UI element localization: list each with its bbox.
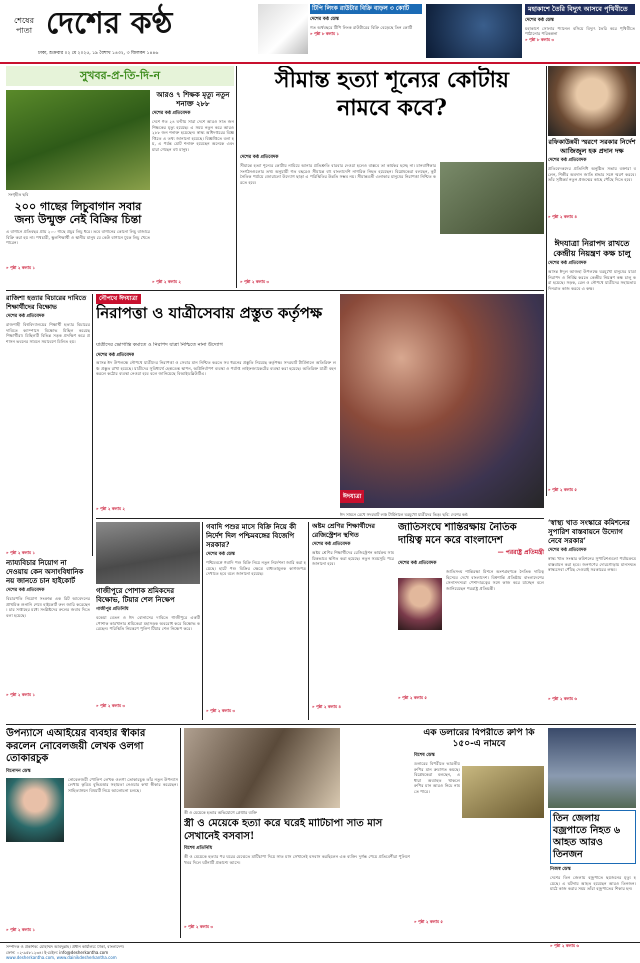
byline: দেশের কণ্ঠ প্রতিবেদক [312, 542, 351, 547]
eid-headline: নিরাপত্তা ও যাত্রীসেবায় প্রস্তুত কর্তৃপক্ষ [96, 304, 323, 322]
continued: » পৃষ্ঠা ৮ কলাম ১ [310, 30, 339, 36]
byline: দেশের কণ্ঠ ডেস্ক [206, 552, 235, 557]
story-text: বিচারপতি নিয়োগ সংক্রান্ত এক রিট আবেদনের প্রাথমিক শুনানি শেষে হাইকোর্ট রুল জারি করেছেন। চার সপ্তাহের মধ্যে সংশ্লিষ্টদের রুলের জবাব দিতে বলা হয়েছে। [6, 596, 90, 618]
continued: » পৃষ্ঠা ৮ কলাম ৩ [525, 36, 554, 42]
logo: দেশের কণ্ঠ [46, 6, 173, 41]
byline: দেশের কণ্ঠ প্রতিবেদক [6, 588, 45, 593]
continued: » পৃষ্ঠা ২ কলাম ১ [6, 926, 35, 932]
photo-caption: সংগৃহীত ছবি [8, 192, 29, 197]
teaser-router-title: টিপি লিংক রাউটার বিক্রি বাড়ল ৩ কোটি [310, 4, 422, 14]
col-rule [546, 66, 547, 496]
murder-story [184, 818, 410, 938]
section-rule [6, 290, 544, 291]
story-text: জাতিসংঘ শান্তিরক্ষা মিশনে অংশগ্রহণকে নৈতিক দায়িত্ব হিসেবে দেখে বাংলাদেশ। বিশ্বশান্তি প্রতিষ্ঠায় বাংলাদেশের সেনাসদস্যরা পেশাদারত্বের সঙ্গে কাজ করে যাচ্ছেন বলে জানিয়েছেন পররাষ্ট্র প্রতিমন্ত্রী। [446, 569, 544, 591]
students-story [312, 522, 394, 720]
headline: গাজীপুরে পোশাক শ্রমিকদের বিক্ষোভ, টিয়ার শেল নিক্ষেপ [96, 586, 175, 604]
continued: » পৃষ্ঠা ২ কলাম ৪ [548, 214, 577, 219]
headline: তিন জেলায় বজ্রপাতে নিহত ৬ আহত আরও তিনজন [550, 810, 636, 864]
teacher-story [152, 90, 234, 286]
continued: » পৃষ্ঠা ২ কলাম ১ [6, 550, 35, 555]
byline: দেশের কণ্ঠ প্রতিবেদক [96, 353, 135, 358]
headline: এক ডলারের বিপরীতে রুপি কি ১৫০-এ নামবে [423, 728, 535, 749]
eid-control-room-story [548, 238, 636, 496]
headline: ন্যায্যবিচার নিয়োগ না দেওয়ায় কেন অসাংবিধানিক নয় জানতে চান হাইকোর্ট [6, 558, 84, 585]
factory-photo [96, 522, 200, 584]
photo-caption: ঈদ সামনে রেখে সদরঘাট লঞ্চ টার্মিনালে ঘরমুখো যাত্রীদের ভিড়। ছবি: দেশের কণ্ঠ [340, 512, 468, 517]
story-text: আসন্ন ঈদ উপলক্ষে নৌপথে যাত্রীদের নিরাপত্তা ও সেবার মান নিশ্চিত করতে সব ধরনের প্রস্তুতি নিয়েছে কর্তৃপক্ষ। সদরঘাট টার্মিনালে অতিরিক্ত লঞ্চ প্রস্তুত রাখা হয়েছে। যাত্রীদের সুবিধার্থে হেল্পডেস্ক স্থাপন, অগ্নিনির্বাপণ ব্যবস্থা ও পর্যাপ্ত লাইফজ্যাকেটের ব্যবস্থা করা হয়েছে। অতিরিক্ত যাত্রী বহন করলে কঠোর ব্যবস্থা নেওয়া হবে বলে জানিয়েছে বিআইডব্লিউটিএ। [96, 360, 336, 377]
story-text: ডলারের বিপরীতে ভারতীয় রুপির মান ক্রমাগত কমছে। বিশ্লেষকেরা বলছেন, এ ধারা অব্যাহত থাকলে রুপির মান আরও নিচে নামতে পারে। [414, 761, 460, 794]
byline: দেশের কণ্ঠ প্রতিবেদক [240, 155, 279, 160]
story-text: দেশে গত ২৪ ঘণ্টায় সারা দেশে আরও সাত জন শিক্ষকের মৃত্যু হয়েছে। এ সময় নতুন করে আরও ২৮৮ জন শনাক্ত হয়েছেন। স্বাস্থ্য অধিদপ্তরের বিজ্ঞপ্তিতে এ তথ্য জানানো হয়েছে। বিজ্ঞপ্তিতে বলা হয়, এ পর্যন্ত মোট শনাক্ত হয়েছেন অনেকে এবং মারা গেছেন বহু মানুষ। [152, 119, 234, 152]
footer-imprint: সম্পাদক ও প্রকাশক: মোহাম্মদ আবদুল্লাহ। প্রধান কার্যালয়: ঢাকা, বাংলাদেশ। [6, 944, 125, 949]
byline: নিজস্ব ডেস্ক [550, 867, 571, 872]
story-text: অষ্টম শ্রেণির শিক্ষার্থীদের রেজিস্ট্রেশন কার্যক্রম সাময়িকভাবে স্থগিত করা হয়েছে। নতুন সময়সূচি পরে জানানো হবে। [312, 550, 394, 567]
byline: গাজীপুর প্রতিনিধি [96, 607, 129, 612]
subhead: যাত্রীদের ভোগান্তি কমাতে ও নিরাপদ যাত্রা নিশ্চিতে নানা উদ্যোগ [96, 342, 223, 348]
col-rule [202, 522, 203, 720]
continued: » পৃষ্ঠা ২ কলাম ৩ [206, 708, 235, 713]
author-photo [6, 778, 64, 842]
section-rule [6, 724, 636, 725]
story-text: আসন্ন ঈদুল আজহা উপলক্ষে ঘরমুখো মানুষের যাত্রা নিরাপদ ও নির্বিঘ্ন করতে কেন্দ্রীয় নিয়ন্ত্রণ কক্ষ চালু করা হয়েছে। সড়ক, রেল ও নৌপথে যাত্রীদের সহায়তায় দিনরাত কাজ করবে এ কক্ষ। [548, 269, 636, 291]
story-text: এ বাগানে প্রতিবছর প্রায় ২০০ গাছে প্রচুর লিচু ধরে। তবে বাগানের কোনো লিচু বাজারে বিক্রি করা হয় না। পথচারী, স্কুলশিক্ষার্থী ও স্থানীয় মানুষ যে কেউ বাগানে ঢুকে লিচু খেতে পারেন। [6, 229, 150, 246]
byline: দেশের কণ্ঠ ডেস্ক [310, 17, 339, 22]
router-photo [258, 4, 308, 54]
lead-text: সীমান্তে হত্যা শূন্যের কোটায় নামিয়ে আনার প্রতিশ্রুতি বারবার দেওয়া হলেও বাস্তবে তা কার্যকর হচ্ছে না। মানবাধিকার সংগঠনগুলোর তথ্য অনুযায়ী গত বছরেও সীমান্তে বহু বাংলাদেশি নাগরিক নিহত হয়েছেন। বিশ্লেষকেরা বলছেন, কূটনৈতিক পর্যায়ে জোরালো উদ্যোগ ছাড়া এ পরিস্থিতির উন্নতি সম্ভব নয়। সীমান্তবর্তী এলাকার মানুষের নিরাপত্তা নিশ্চিত করতে হবে। [240, 163, 436, 185]
kicker: নৌপথে ঈদযাত্রা [96, 294, 141, 304]
footer-contact: ফোন: ০২-৯৫৮১২৩৪। ই-মেইল: info@desherkantha.com [6, 949, 109, 955]
crime-photo [184, 728, 340, 808]
lead-story [240, 66, 544, 288]
story-text: দেশের তিন জেলায় বজ্রপাতে ছয়জনের মৃত্যু হয়েছে। এ ঘটনায় আহত হয়েছেন আরও তিনজন। মাঠে কাজ করার সময় তাঁরা বজ্রপাতের শিকার হন। [550, 875, 636, 892]
headline: রফিকাউন্নবী স্মরণে সরকার নির্দেশ আজিজুল হক প্রদান দক্ষ [548, 138, 636, 155]
masthead [6, 6, 254, 60]
health-story [548, 518, 636, 720]
lightning-story [414, 810, 636, 948]
eid-main-story [96, 294, 544, 514]
crowd-photo [340, 294, 544, 508]
headline: ঈদযাত্রা নিরাপদ রাখতে কেন্দ্রীয় নিয়ন্ত্রণ কক্ষ চালু [553, 238, 631, 258]
headline: উপন্যাসে এআইয়ের ব্যবহার স্বীকার করলেন নোবেলজয়ী লেখক ওলগা তোকারচুক [6, 728, 146, 764]
satellite-photo [426, 4, 522, 58]
rajshahi-story [6, 294, 90, 556]
border-photo [440, 162, 544, 234]
teaser-space [525, 4, 635, 60]
story-text: প্রতিবেদকদের প্রতিনিধি অনুষ্ঠিত সভায় বক্তারা বলেন, শিল্পীর অবদান জাতি শ্রদ্ধার সঙ্গে স্মরণ করবে। তাঁর সৃষ্টিকর্ম নতুন প্রজন্মের কাছে পৌঁছে দিতে হবে। [548, 166, 636, 183]
col-rule [92, 294, 93, 556]
section-label: শেষের পাতা [13, 16, 34, 35]
dateline: ঢাকা, শুক্রবার ০২ মে ২০২৫, ১৯ বৈশাখ ১৪৩২, ৩ জিলকদ ১৪৪৬ [38, 51, 159, 56]
footer-website: www.desherkantha.com, www.dainikdesherkantha.com [6, 955, 117, 960]
continued: » পৃষ্ঠা ২ কলাম ৫ [414, 919, 443, 924]
lead-headline: সীমান্ত হত্যা শূন্যের কোটায় নামবে কবে? [275, 67, 509, 121]
continued: » পৃষ্ঠা ২ কলাম ৬ [548, 696, 577, 701]
headline: আরও ৭ শিক্ষক মৃত্যু নতুন শনাক্ত ২৮৮ [156, 90, 230, 108]
story-text: বকেয়া বেতন ও ঈদ বোনাসের দাবিতে গাজীপুরে একটি পোশাক কারখানার শ্রমিকেরা মহাসড়ক অবরোধ করে বিক্ষোভ করেছেন। পরিস্থিতি নিয়ন্ত্রণে পুলিশ টিয়ার শেল নিক্ষেপ করে। [96, 615, 200, 632]
continued: » পৃষ্ঠা ২ কলাম ৩ [96, 703, 125, 708]
headline: স্ত্রী ও মেয়েকে হত্যা করে ঘরেই মাটিচাপা সাত মাস সেখানেই বসবাস! [184, 818, 383, 842]
byline: বিশেষ ডেস্ক [414, 753, 435, 758]
byline: দেশের কণ্ঠ প্রতিবেদক [6, 314, 45, 319]
lychee-story [6, 200, 150, 286]
byline: দেশের কণ্ঠ প্রতিবেদক [548, 158, 587, 163]
justice-story [6, 558, 90, 720]
byline: বিনোদন ডেস্ক [6, 768, 31, 774]
headline: ২০০ গাছের লিচুবাগান সবার জন্য উন্মুক্ত নেই বিক্রির চিন্তা [14, 200, 142, 226]
story-text: স্বাস্থ্য খাত সংস্কার কমিশনের সুপারিশগুলো পর্যায়ক্রমে বাস্তবায়ন করা হবে। জনগণের দোরগোড়ায় মানসম্মত স্বাস্থ্যসেবা পৌঁছে দেওয়াই সরকারের লক্ষ্য। [548, 556, 636, 573]
story-text: নোবেলজয়ী পোলিশ লেখক ওলগা তোকারচুক তাঁর নতুন উপন্যাস লেখায় কৃত্রিম বুদ্ধিমত্তার সহায়তা নেওয়ার কথা স্বীকার করেছেন। সাহিত্যাঙ্গনে বিষয়টি নিয়ে আলোচনা চলছে। [68, 776, 178, 793]
byline: দেশের কণ্ঠ প্রতিবেদক [398, 561, 437, 566]
cattle-story [206, 522, 306, 720]
continued: » পৃষ্ঠা ২ কলাম ৫ [398, 695, 427, 700]
footer [6, 944, 634, 962]
profile-story [548, 66, 636, 234]
continued: » পৃষ্ঠা ২ কলাম ১ [6, 692, 35, 697]
continued: » পৃষ্ঠা ২ কলাম ১ [6, 265, 35, 270]
col-rule [236, 66, 237, 288]
continued: » পৃষ্ঠা ২ কলাম ২ [152, 279, 181, 284]
footer-rule [0, 942, 640, 943]
teaser-space-text: মহাকাশে সোলার প্যানেল বসিয়ে বিদ্যুৎ তৈরি করে পৃথিবীতে পাঠানোর পরিকল্পনা [525, 25, 635, 37]
teaser-space-title: মহাকাশে তৈরি বিদ্যুৎ আসবে পৃথিবীতে [525, 4, 635, 15]
headline: ‘স্বাস্থ্য খাত সংস্কারে কমিশনের সুপারিশ বাস্তবায়নে উদ্যোগ নেবে সরকার’ [548, 518, 630, 545]
continued: » পৃষ্ঠা ২ কলাম ৩ [240, 279, 269, 284]
story-text: রাজশাহী বিশ্ববিদ্যালয়ের শিক্ষার্থী হত্যার বিচারের দাবিতে ক্যাম্পাসে বিক্ষোভ মিছিল করেছে শিক্ষার্থীরা। মিছিলটি বিভিন্ন সড়ক প্রদক্ষিণ করে প্রশাসন ভবনের সামনে সমাবেশে মিলিত হয়। [6, 322, 90, 344]
top-rule [0, 62, 640, 64]
headline: জাতিসংঘে শান্তিরক্ষায় নৈতিক দায়িত্ব মনে করে বাংলাদেশ [398, 522, 517, 546]
continued: » পৃষ্ঠা ২ কলাম ৬ [550, 943, 579, 948]
headline: রাজিশা হত্যার বিচারের দাবিতে শিক্ষার্থীদের বিক্ষোভ [6, 294, 87, 311]
headline: অষ্টম শ্রেণির শিক্ষার্থীদের রেজিস্ট্রেশন স্থগিত [312, 522, 375, 539]
col-rule [180, 728, 181, 938]
continued: » পৃষ্ঠা ২ কলাম ৩ [184, 924, 213, 929]
continued: » পৃষ্ঠা ২ কলাম ৪ [312, 704, 341, 709]
story-text: স্ত্রী ও মেয়েকে হত্যার পর ঘরের মেঝেতে মাটিচাপা দিয়ে সাত মাস সেখানেই বসবাস করছিলেন এক ব্যক্তি। দুর্গন্ধ পেয়ে প্রতিবেশীরা পুলিশে খবর দিলে ঘটনাটি প্রকাশ্যে আসে। [184, 854, 410, 865]
photo-caption: স্ত্রী ও মেয়েকে হত্যার অভিযোগে গ্রেপ্তার ব্যক্তি [184, 810, 257, 815]
photo-label: ঈদযাত্রা [340, 490, 364, 503]
lightning-photo [548, 728, 636, 808]
byline: বিশেষ প্রতিনিধি [184, 846, 213, 851]
portrait-photo [548, 66, 636, 136]
minister-photo [398, 578, 442, 630]
supplement-banner: সুখবর-প্র-তি-দি-ন [6, 66, 234, 86]
continued: » পৃষ্ঠা ২ কলাম ২ [96, 506, 125, 511]
byline: দেশের কণ্ঠ ডেস্ক [525, 17, 554, 23]
story-text: পশ্চিমবঙ্গে গবাদি পশু বিক্রি নিয়ে নতুন নির্দেশনা জারি করা হয়েছে। হাটে পশু বিক্রির ক্ষেত্রে বাধ্যতামূলক কাগজপত্র দেখাতে হবে বলে জানানো হয়েছে। [206, 560, 306, 577]
byline: দেশের কণ্ঠ প্রতিবেদক [548, 548, 587, 553]
attribution: — পররাষ্ট্র প্রতিমন্ত্রী [497, 549, 544, 556]
un-story [398, 522, 544, 720]
headline: গবাদি পশুর মাসে বিক্রি নিয়ে কী নির্দেশ দিল পশ্চিমবঙ্গের বিজেপি সরকার? [206, 522, 297, 549]
lychee-photo [6, 90, 150, 190]
byline: দেশের কণ্ঠ প্রতিবেদক [152, 111, 191, 116]
section-rule [96, 518, 544, 519]
col-rule [308, 522, 309, 720]
novel-story [6, 728, 178, 938]
byline: দেশের কণ্ঠ প্রতিবেদক [548, 261, 587, 266]
teaser-router-text: গত অর্থবছরে টিপি লিংক রাউটারের বিক্রি বেড়েছে তিন কোটি [310, 25, 413, 30]
teaser-router [310, 4, 422, 56]
gazipur-story [96, 586, 200, 720]
continued: » পৃষ্ঠা ২ কলাম ৫ [548, 487, 577, 492]
